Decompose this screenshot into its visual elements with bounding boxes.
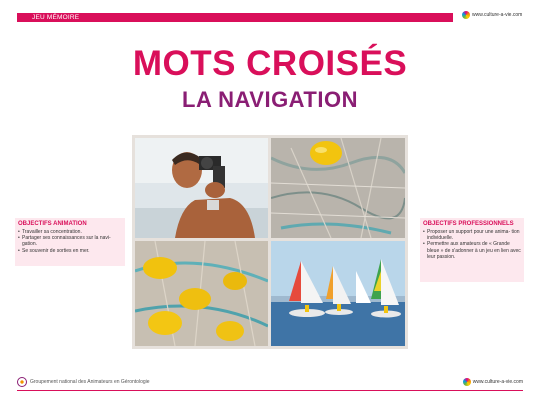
photo-sextant-sailor [135, 138, 268, 238]
page-subtitle: LA NAVIGATION [182, 87, 358, 112]
culture-logo-icon [463, 378, 471, 386]
objectives-animation-panel [15, 218, 125, 266]
objective-professional-item: • Permettre aux amateurs de « Grande bleue » de s'adonner à un jeu en lien avec leur passion. [423, 241, 521, 260]
objective-professional-item: • Proposer un support pour une anima- tion individuelle. [423, 229, 521, 241]
footer-website-link[interactable] [463, 378, 523, 386]
photo-collage [132, 135, 408, 349]
objectives-animation-title: OBJECTIFS ANIMATION [18, 221, 87, 227]
photo-fishing-net-buoy [271, 138, 405, 238]
culture-logo-icon [462, 11, 470, 19]
footer-organization [17, 377, 150, 387]
footer-organization-name: Groupement national des Animateurs en Gérontologie [30, 379, 150, 385]
objective-animation-item: • Partager ses connaissances sur la navi- gation. [18, 235, 122, 247]
header-bar [17, 13, 453, 22]
objective-animation-item: • Se souvenir de sorties en mer. [18, 248, 122, 254]
photo-sailboat-regatta [271, 241, 405, 346]
footer-website: www.culture-a-vie.com [472, 379, 523, 385]
footer-divider [17, 390, 523, 391]
header-logo[interactable] [462, 11, 522, 19]
page-title: MOTS CROISÉS [132, 44, 408, 83]
objectives-professional-title: OBJECTIFS PROFESSIONNELS [423, 221, 514, 227]
objectives-professional-panel [420, 218, 524, 282]
photo-fishing-net-floats [135, 241, 268, 346]
header-label: JEU MÉMOIRE [32, 14, 80, 21]
objective-animation-item: • Travailler sa concentration. [18, 229, 122, 235]
organization-logo-icon [17, 377, 27, 387]
header-website: www.culture-a-vie.com [472, 12, 523, 18]
